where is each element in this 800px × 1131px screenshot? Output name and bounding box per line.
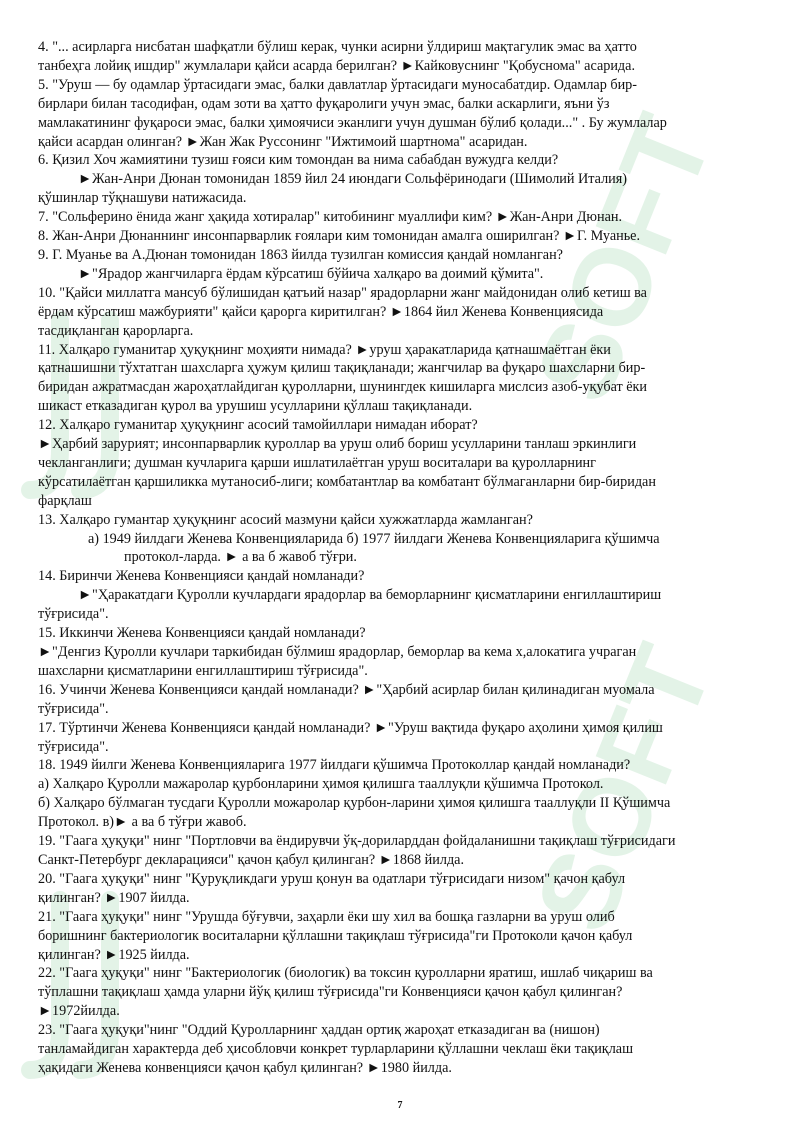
text-line: 9. Г. Муанье ва А.Дюнан томонидан 1863 йилда тузилган комиссия қандай номланган? bbox=[38, 246, 563, 263]
text-line: 18. 1949 йилги Женева Конвенцияларига 1977 йилдаги қўшимча Протоколлар қандай номланади? bbox=[38, 757, 631, 774]
text-line: ►Жан-Анри Дюнан томонидан 1859 йил 24 июндаги Сольфёринодаги (Шимолий Италия) bbox=[78, 171, 628, 188]
text-line: 8. Жан-Анри Дюнаннинг инсонпарварлик ғоялари ким томонидан амалга оширилган? ►Г. Муанье. bbox=[38, 228, 641, 245]
text-line: шахсларни қисматларини енгиллаштириш тўғрисида". bbox=[38, 662, 368, 679]
text-line: тўғрисида". bbox=[38, 738, 109, 755]
text-line: 23. "Гаага ҳуқуқи"нинг "Оддий Қуролларнинг ҳаддан ортиқ жароҳат етказадиган ва (нишон) bbox=[38, 1022, 600, 1039]
text-line: қатнашишни тўхтатган шахсларга ҳужум қилиш тақиқланади; жангчилар ва фуқаро шахсларни бир- bbox=[38, 360, 646, 377]
text-line: 6. Қизил Хоч жамиятини тузиш ғояси ким томондан ва нима сабабдан вужудга келди? bbox=[38, 152, 559, 169]
text-line: кўрсатилаётган қаршиликка мутаносиб-лиги; комбатантлар ва комбатант бўлмаганларни бир-биридан bbox=[38, 473, 656, 490]
text-line: қўшинлар тўқнашуви натижасида. bbox=[38, 190, 247, 207]
text-line: шикаст етказадиган қурол ва урушиш усулларини қўллаш тақиқланади. bbox=[38, 398, 473, 415]
page-number: 7 bbox=[397, 1100, 403, 1111]
text-line: а) Халқаро Қуролли мажаролар қурбонларини ҳимоя қилишга тааллуқли қўшимча Протокол. bbox=[38, 776, 604, 793]
text-line: 21. "Гаага ҳуқуқи" нинг "Урушда бўғувчи, заҳарли ёки шу хил ва бошқа газларни ва уруш олиб bbox=[38, 908, 615, 925]
text-line: 12. Халқаро гуманитар ҳуқуқнинг асосий тамойиллари нимадан иборат? bbox=[38, 417, 478, 434]
text-line: 15. Иккинчи Женева Конвенцияси қандай номланади? bbox=[38, 625, 366, 642]
text-line: Санкт-Петербург декларацияси" қачон қабул қилинган? ►1868 йилда. bbox=[38, 851, 465, 868]
text-line: ►"Ҳаракатдаги Қуролли кучлардаги ярадорлар ва беморларнинг қисматларини енгиллаштириш bbox=[78, 587, 662, 604]
text-line: ►"Ярадор жангчиларга ёрдам кўрсатиш бўйича халқаро ва доимий қўмита". bbox=[78, 265, 544, 282]
text-line: 17. Тўртинчи Женева Конвенцияси қандай номланади? ►"Уруш вақтида фуқаро аҳолини ҳимоя қилиш bbox=[38, 719, 663, 736]
text-line: фарқлаш bbox=[38, 492, 92, 509]
text-line: ҳақидаги Женева конвенцияси қачон қабул қилинган? ►1980 йилда. bbox=[38, 1059, 452, 1076]
text-line: 20. "Гаага ҳуқуқи" нинг "Қуруқликдаги уруш қонун ва одатлари тўғрисидаги низом" қачон қабул bbox=[38, 870, 626, 887]
text-line: ёрдам кўрсатиш мажбурияти" қайси қарорга киритилган? ►1864 йил Женева Конвенциясида bbox=[38, 303, 604, 320]
text-line: 16. Учинчи Женева Конвенцияси қандай номланади? ►"Ҳарбий асирлар билан қилинадиган муомала bbox=[38, 681, 655, 698]
text-line: б) Халқаро бўлмаган тусдаги Қуролли можаролар қурбон-ларини ҳимоя қилишга тааллуқли II Қўшимча bbox=[38, 795, 671, 812]
text-line: 22. "Гаага ҳуқуқи" нинг "Бактериологик (биологик) ва токсин қуролларни яратиш, ишлаб чиқариш ва bbox=[38, 965, 653, 982]
text-line: Протокол. в)► а ва б тўғри жавоб. bbox=[38, 814, 247, 831]
text-line: тўғрисида". bbox=[38, 700, 109, 717]
text-line: 13. Халқаро гумантар ҳуқуқнинг асосий мазмуни қайси хужжатларда жамланган? bbox=[38, 511, 533, 528]
text-line: тўғрисида". bbox=[38, 606, 109, 623]
text-line: 19. "Гаага ҳуқуқи" нинг "Портловчи ва ёндирувчи ўқ-дориларддан фойдаланишни тақиқлаш тўғрисидаги bbox=[38, 833, 676, 850]
text-line: 7. "Сольферино ёнида жанг ҳақида хотиралар" китобининг муаллифи ким? ►Жан-Анри Дюнан. bbox=[38, 209, 623, 226]
text-line: тўплашни тақиқлаш ҳамда уларни йўқ қилиш тўғрисида"ги Конвенцияси қачон қабул қилинган? bbox=[38, 984, 623, 1001]
text-line: ►"Денгиз Қуролли кучлари таркибидан бўлмиш ярадорлар, беморлар ва кема х,алокатига учраган bbox=[38, 644, 637, 660]
watermark-text: SOFT bbox=[511, 629, 736, 948]
text-line: тасдиқланган қарорларга. bbox=[38, 322, 194, 339]
text-line: бирлари билан тасодифан, одам зоти ва ҳатто фуқаролиги учун эмас, балки аскарлиги, яъни ўз bbox=[38, 95, 610, 112]
watermark-text: SOFT bbox=[511, 99, 736, 418]
text-line: боришнинг бактериологик воситаларни қўллашни тақиқлаш тўғрисида"ги Протоколи қачон қабул bbox=[38, 927, 633, 944]
text-line: қилинган? ►1907 йилда. bbox=[38, 889, 190, 906]
document-body bbox=[38, 38, 768, 1078]
text-line: танбеҳга лойиқ ишдир" жумлалари қайси асарда берилган? ►Кайковуснинг "Қобуснома" асарида. bbox=[38, 57, 635, 74]
text-line: 11. Халқаро гуманитар ҳуқуқнинг моҳияти нимада? ►уруш ҳаракатларида қатнашмаётган ёки bbox=[38, 341, 611, 358]
text-line: 10. "Қайси миллатга мансуб бўлишидан қатъий назар" ярадорларни жанг майдонидан олиб кетиш ва bbox=[38, 284, 647, 301]
text-line: қайси асардан олинган? ►Жан Жак Руссонинг "Ижтимоий шартнома" асаридан. bbox=[38, 133, 528, 150]
text-line: танламайдиган характерда деб ҳисобловчи конкрет турларларини қўллашни чеклаш ёки тақиқлаш bbox=[38, 1041, 634, 1058]
text-line: протокол-ларда. ► а ва б жавоб тўғри. bbox=[124, 549, 357, 566]
text-line: ►1972йилда. bbox=[38, 1003, 120, 1020]
text-line: қилинган? ►1925 йилда. bbox=[38, 946, 190, 963]
text-line: а) 1949 йилдаги Женева Конвенцияларида б) 1977 йилдаги Женева Конвенцияларига қўшимча bbox=[88, 530, 660, 547]
text-line: чекланганлиги; душман кучларига қарши ишлатилаётган уруш воситалари ва қуролларнинг bbox=[38, 454, 596, 471]
text-line: 4. "... асирларга нисбатан шафқатли бўлиш керак, чунки асирни ўлдириш мақтагулик эмас ва ҳатто bbox=[38, 39, 637, 55]
text-line: биридан ажратмасдан жароҳатлайдиган қуролларни, шунингдек кишиларга мислсиз азоб-уқубат ёки bbox=[38, 379, 648, 396]
text-line: 5. "Уруш — бу одамлар ўртасидаги эмас, балки давлатлар ўртасидаги муносабатдир. Одамлар бир- bbox=[38, 76, 637, 93]
text-line: 14. Биринчи Женева Конвенцияси қандай номланади? bbox=[38, 568, 365, 585]
text-line: ►Ҳарбий зарурият; инсонпарварлик қуроллар ва уруш олиб бориш усулларини танлаш эркинлиги bbox=[38, 436, 637, 453]
text-line: мамлакатининг фуқароси эмас, балки ҳимоячиси эканлиги учун душман бўлиб қолади..." . Бу жумлалар bbox=[38, 114, 667, 131]
